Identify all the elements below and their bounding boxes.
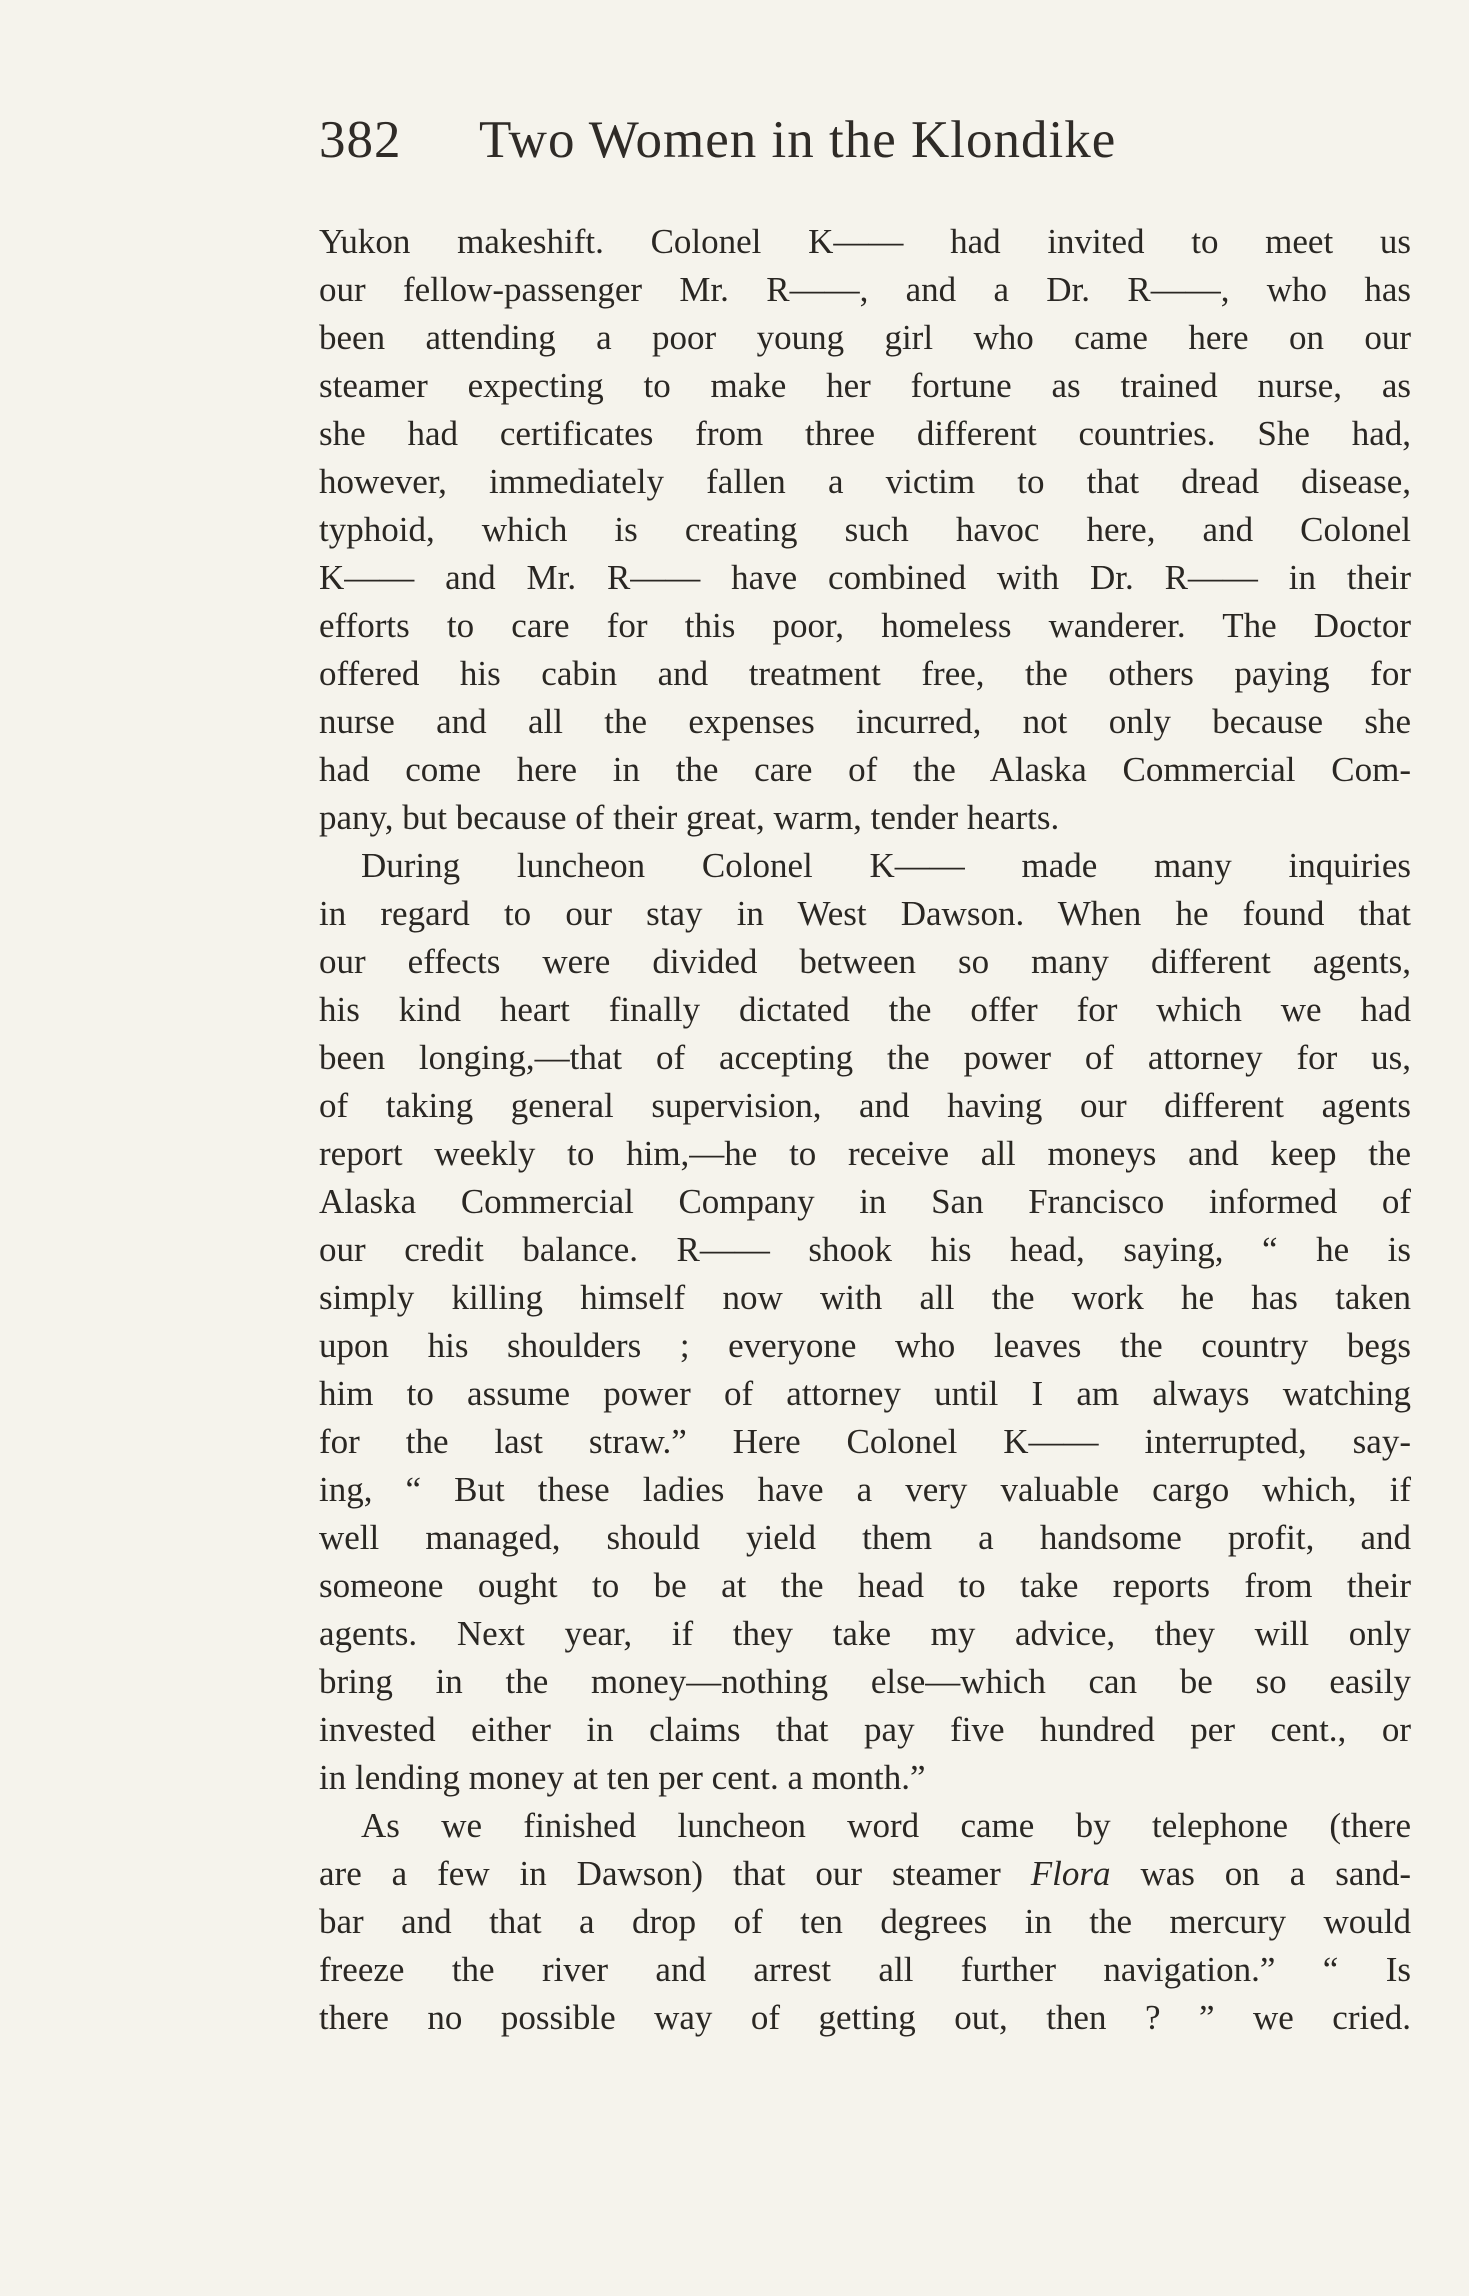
text-line: As we finished luncheon word came by telephone (there [361, 1806, 1411, 1845]
text-line: freeze the river and arrest all further navigation.” “ Is [319, 1950, 1411, 1989]
text-line: K—— and Mr. R—— have combined with Dr. R—— in their [319, 558, 1411, 597]
text-line: she had certificates from three different countries. She had, [319, 414, 1411, 453]
text-line-start: are a few in Dawson) that our steamer [319, 1854, 1001, 1893]
text-line: offered his cabin and treatment free, the others paying for [319, 654, 1411, 693]
text-line: efforts to care for this poor, homeless wanderer. The Doctor [319, 606, 1411, 645]
text-line: Yukon makeshift. Colonel K—— had invited to meet us [319, 222, 1411, 261]
text-line: for the last straw.” Here Colonel K—— interrupted, say- [319, 1422, 1411, 1461]
text-line: typhoid, which is creating such havoc here, and Colonel [319, 510, 1411, 549]
text-line: invested either in claims that pay five hundred per cent., or [319, 1710, 1411, 1749]
text-line: our credit balance. R—— shook his head, saying, “ he is [319, 1230, 1411, 1269]
text-line: upon his shoulders ; everyone who leaves the country begs [319, 1326, 1411, 1365]
text-line: our effects were divided between so many different agents, [319, 942, 1411, 981]
text-line: Alaska Commercial Company in San Francisco informed of [319, 1182, 1411, 1221]
text-line: in regard to our stay in West Dawson. When he found that [319, 894, 1411, 933]
text-line: agents. Next year, if they take my advice, they will only [319, 1614, 1411, 1653]
text-line: ing, “ But these ladies have a very valuable cargo which, if [319, 1470, 1411, 1509]
text-line: bar and that a drop of ten degrees in the mercury would [319, 1902, 1411, 1941]
text-line: however, immediately fallen a victim to that dread disease, [319, 462, 1411, 501]
text-line [319, 1850, 1411, 1898]
text-line: been attending a poor young girl who came here on our [319, 318, 1411, 357]
page-number: 382 [319, 111, 402, 169]
text-line: been longing,—that of accepting the power of attorney for us, [319, 1038, 1411, 1077]
text-line: his kind heart finally dictated the offer for which we had [319, 990, 1411, 1029]
text-line: him to assume power of attorney until I am always watching [319, 1374, 1411, 1413]
running-head [319, 110, 1239, 170]
text-line: steamer expecting to make her fortune as trained nurse, as [319, 366, 1411, 405]
text-line-end: was on a sand- [1140, 1854, 1411, 1893]
text-line: our fellow-passenger Mr. R——, and a Dr. R——, who has [319, 270, 1411, 309]
text-line: someone ought to be at the head to take reports from their [319, 1566, 1411, 1605]
text-line: pany, but because of their great, warm, tender hearts. [319, 798, 1060, 837]
text-line: simply killing himself now with all the work he has taken [319, 1278, 1411, 1317]
text-line: in lending money at ten per cent. a month.” [319, 1758, 926, 1797]
text-line: nurse and all the expenses incurred, not only because she [319, 702, 1411, 741]
text-line: well managed, should yield them a handsome profit, and [319, 1518, 1411, 1557]
text-line: there no possible way of getting out, then ? ” we cried. [319, 1998, 1411, 2037]
text-line: of taking general supervision, and having our different agents [319, 1086, 1411, 1125]
text-line: bring in the money—nothing else—which can be so easily [319, 1662, 1411, 1701]
text-line: During luncheon Colonel K—— made many inquiries [361, 846, 1411, 885]
running-title: Two Women in the Klondike [479, 111, 1117, 169]
text-line: report weekly to him,—he to receive all moneys and keep the [319, 1134, 1411, 1173]
text-line: had come here in the care of the Alaska Commercial Com- [319, 750, 1411, 789]
ship-name: Flora [1030, 1854, 1111, 1893]
body-text [319, 218, 1411, 2042]
